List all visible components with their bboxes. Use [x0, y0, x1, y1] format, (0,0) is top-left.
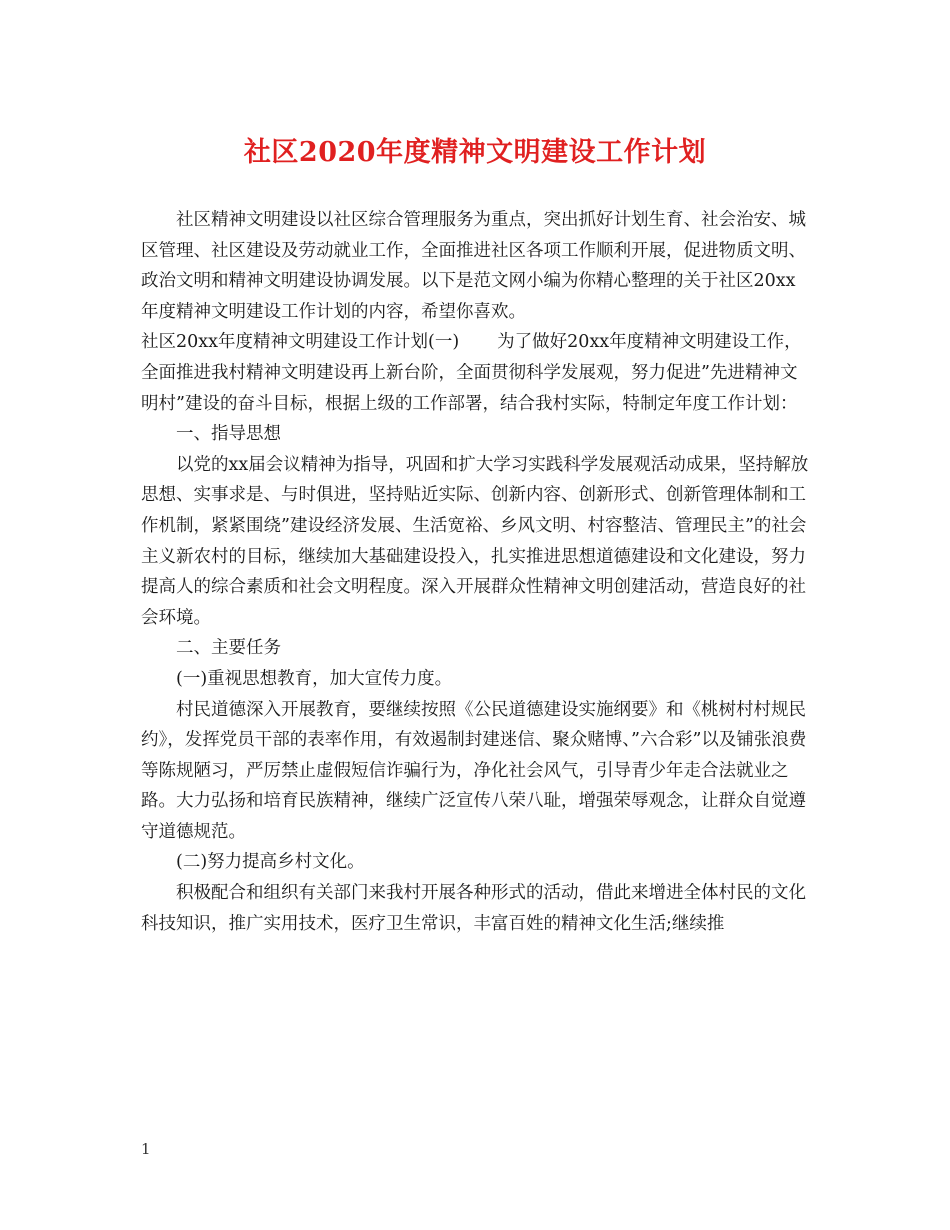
document-body	[141, 205, 811, 939]
plan-intro: 为了做好20xx年度精神文明建设工作，全面推进我村精神文明建设再上新台阶，全面贯彻科学发展观，努力促进”先进精神文明村”建设的奋斗目标，根据上级的工作部署，结合我村实际，特制定年度工作计划：	[141, 332, 802, 414]
document-title: 社区2020年度精神文明建设工作计划	[243, 137, 707, 168]
page-number: 1	[141, 1140, 151, 1158]
task-body-rural-culture: 积极配合和组织有关部门来我村开展各种形式的活动，借此来增进全体村民的文化科技知识，推广实用技术，医疗卫生常识，丰富百姓的精神文化生活;继续推	[141, 883, 806, 934]
task-heading-rural-culture: (二)努力提高乡村文化。	[176, 852, 365, 873]
intro-paragraph: 社区精神文明建设以社区综合管理服务为重点，突出抓好计划生育、社会治安、城区管理、社区建设及劳动就业工作，全面推进社区各项工作顺利开展，促进物质文明、政治文明和精神文明建设协调发展。以下是范文网小编为你精心整理的关于社区20xx年度精神文明建设工作计划的内容，希望你喜欢。	[141, 210, 806, 322]
task-body-ideological-education: 村民道德深入开展教育，要继续按照《公民道德建设实施纲要》和《桃树村村规民约》，发挥党员干部的表率作用，有效遏制封建迷信、聚众赌博、”六合彩”以及铺张浪费等陈规陋习，严厉禁止虚假短信诈骗行为，净化社会风气，引导青少年走合法就业之路。大力弘扬和培育民族精神，继续广泛宣传八荣八耻，增强荣辱观念，让群众自觉遵守道德规范。	[141, 699, 807, 842]
section-heading-main-tasks: 二、主要任务	[176, 638, 281, 659]
plan-heading: 社区20xx年度精神文明建设工作计划(一)	[141, 332, 460, 353]
task-heading-ideological-education: (一)重视思想教育，加大宣传力度。	[176, 668, 453, 689]
plan-paragraph	[141, 327, 811, 419]
section-heading-guiding-thought: 一、指导思想	[176, 424, 281, 445]
section-body-guiding-thought: 以党的xx届会议精神为指导，巩固和扩大学习实践科学发展观活动成果，坚持解放思想、实事求是、与时俱进，坚持贴近实际、创新内容、创新形式、创新管理体制和工作机制，紧紧围绕”建设经济发展、生活宽裕、乡风文明、村容整洁、管理民主”的社会主义新农村的目标，继续加大基础建设投入，扎实推进思想道德建设和文化建设，努力提高人的综合素质和社会文明程度。深入开展群众性精神文明创建活动，营造良好的社会环境。	[141, 454, 809, 628]
